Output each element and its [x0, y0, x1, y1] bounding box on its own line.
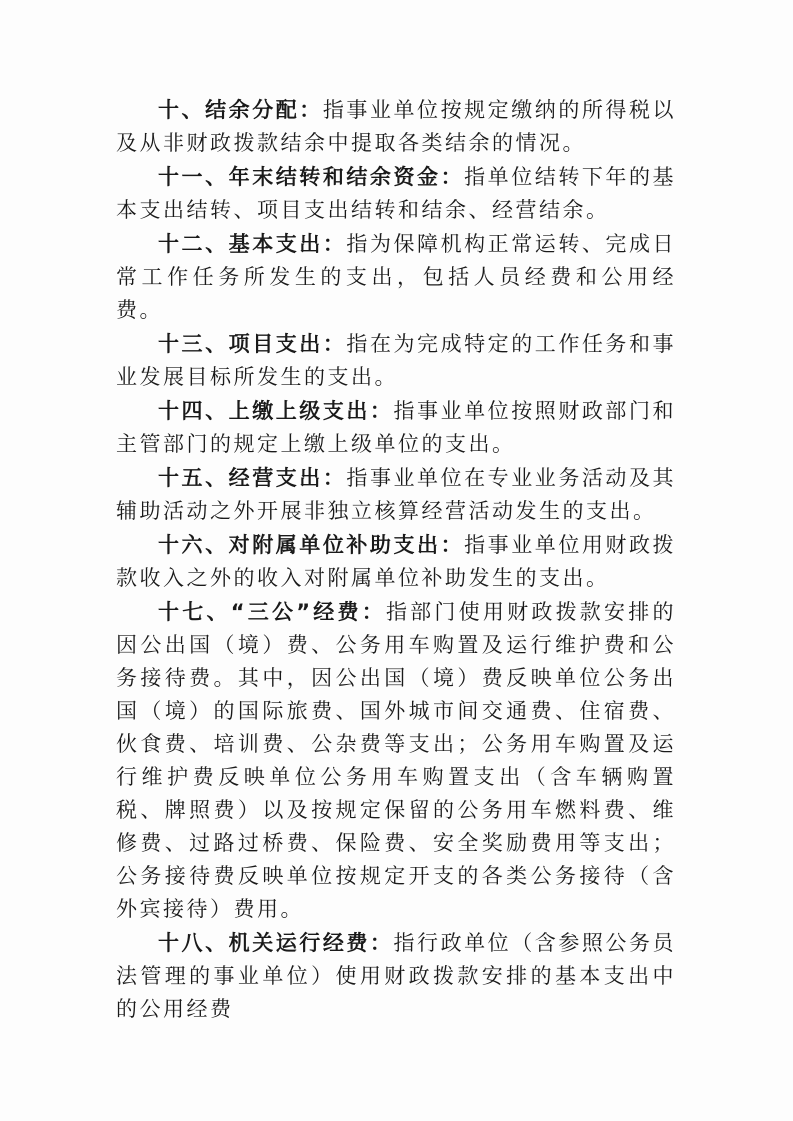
term-heading: 十八、机关运行经费：	[158, 931, 394, 955]
paragraph-13	[116, 328, 676, 394]
term-heading: 十一、年末结转和结余资金：	[158, 165, 465, 189]
paragraph-11	[116, 161, 676, 227]
term-definition: 指部门使用财政拨款安排的因公出国（境）费、公务用车购置及运行维护费和公务接待费。其中，因公出国（境）费反映单位公务出国（境）的国际旅费、国外城市间交通费、住宿费、伙食费、培训费、公杂费等支出；公务用车购置及运行维护费反映单位公务用车购置支出（含车辆购置税、牌照费）以及按规定保留的公务用车燃料费、维修费、过路过桥费、保险费、安全奖励费用等支出；公务接待费反映单位按规定开支的各类公务接待（含外宾接待）费用。	[116, 600, 676, 921]
term-definition: 指事业单位按照财政部门和主管部门的规定上缴上级单位的支出。	[116, 399, 677, 456]
term-heading: 十六、对附属单位补助支出：	[158, 533, 465, 557]
term-heading: 十五、经营支出：	[158, 466, 347, 490]
paragraph-15	[116, 462, 676, 528]
paragraph-10	[116, 94, 676, 160]
paragraph-14	[116, 395, 676, 461]
term-definition: 指行政单位（含参照公务员法管理的事业单位）使用财政拨款安排的基本支出中的公用经费	[116, 931, 677, 1021]
document-body	[116, 94, 676, 1027]
term-heading: 十二、基本支出：	[158, 232, 347, 256]
paragraph-12	[116, 228, 676, 327]
term-definition: 指事业单位用财政拨款收入之外的收入对附属单位补助发生的支出。	[116, 533, 677, 590]
term-definition: 指为保障机构正常运转、完成日常工作任务所发生的支出，包括人员经费和公用经费。	[116, 232, 677, 322]
term-definition: 指事业单位在专业业务活动及其辅助活动之外开展非独立核算经营活动发生的支出。	[116, 466, 677, 523]
paragraph-17	[116, 596, 676, 926]
paragraph-18	[116, 927, 676, 1026]
term-heading: 十七、“三公”经费：	[158, 600, 386, 624]
term-definition: 指事业单位按规定缴纳的所得税以及从非财政拨款结余中提取各类结余的情况。	[116, 98, 677, 155]
term-heading: 十四、上缴上级支出：	[158, 399, 394, 423]
term-definition: 指在为完成特定的工作任务和事业发展目标所发生的支出。	[116, 332, 677, 389]
term-heading: 十三、项目支出：	[158, 332, 347, 356]
term-heading: 十、结余分配：	[158, 98, 323, 122]
term-definition: 指单位结转下年的基本支出结转、项目支出结转和结余、经营结余。	[116, 165, 677, 222]
paragraph-16	[116, 529, 676, 595]
